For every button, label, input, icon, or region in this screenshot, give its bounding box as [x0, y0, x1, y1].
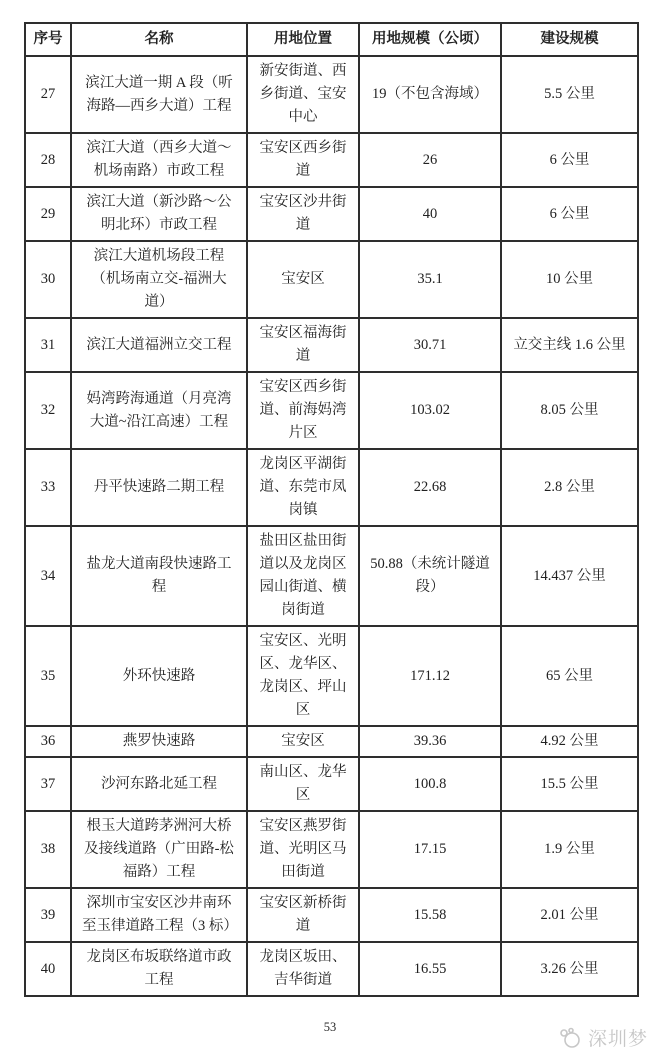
cell-location: 宝安区新桥街道: [247, 888, 359, 942]
table-row: [25, 811, 638, 888]
header-cell-name: 名称: [71, 23, 247, 56]
table-row: [25, 757, 638, 811]
header-row: [25, 23, 638, 56]
cell-no: 28: [25, 133, 71, 187]
cell-name: 外环快速路: [71, 626, 247, 726]
table-row: [25, 626, 638, 726]
cell-area: 171.12: [359, 626, 501, 726]
table-row: [25, 942, 638, 996]
cell-name: 滨江大道（西乡大道～机场南路）市政工程: [71, 133, 247, 187]
watermark-text: 深圳梦: [587, 1029, 648, 1050]
cell-no: 29: [25, 187, 71, 241]
table-row: [25, 888, 638, 942]
cell-name: 滨江大道一期 A 段（听海路—西乡大道）工程: [71, 56, 247, 133]
header-cell-no: 序号: [25, 23, 71, 56]
cell-scale: 10 公里: [501, 241, 638, 318]
cell-scale: 8.05 公里: [501, 372, 638, 449]
cell-name: 丹平快速路二期工程: [71, 449, 247, 526]
cell-scale: 14.437 公里: [501, 526, 638, 626]
cell-no: 36: [25, 726, 71, 757]
cell-area: 17.15: [359, 811, 501, 888]
projects-table: [24, 22, 639, 997]
cell-area: 35.1: [359, 241, 501, 318]
cell-area: 39.36: [359, 726, 501, 757]
cell-no: 30: [25, 241, 71, 318]
cell-location: 宝安区: [247, 241, 359, 318]
cell-name: 妈湾跨海通道（月亮湾大道~沿江高速）工程: [71, 372, 247, 449]
cell-name: 沙河东路北延工程: [71, 757, 247, 811]
cell-scale: 2.01 公里: [501, 888, 638, 942]
cell-no: 33: [25, 449, 71, 526]
cell-no: 38: [25, 811, 71, 888]
cell-scale: 2.8 公里: [501, 449, 638, 526]
cell-location: 宝安区西乡街道: [247, 133, 359, 187]
cell-location: 宝安区: [247, 726, 359, 757]
cell-scale: 3.26 公里: [501, 942, 638, 996]
cell-area: 16.55: [359, 942, 501, 996]
table-row: [25, 187, 638, 241]
cell-name: 盐龙大道南段快速路工程: [71, 526, 247, 626]
cell-area: 50.88（未统计隧道段）: [359, 526, 501, 626]
cell-name: 根玉大道跨茅洲河大桥及接线道路（广田路-松福路）工程: [71, 811, 247, 888]
cell-location: 宝安区燕罗街道、光明区马田街道: [247, 811, 359, 888]
cell-location: 盐田区盐田街道以及龙岗区园山街道、横岗街道: [247, 526, 359, 626]
page-number: 53: [323, 1020, 337, 1034]
table-row: [25, 372, 638, 449]
cell-location: 龙岗区坂田、吉华街道: [247, 942, 359, 996]
cell-name: 深圳市宝安区沙井南环至玉律道路工程（3 标）: [71, 888, 247, 942]
header-cell-location: 用地位置: [247, 23, 359, 56]
shenzhen-dream-logo-icon: [559, 1027, 583, 1049]
cell-no: 39: [25, 888, 71, 942]
cell-scale: 5.5 公里: [501, 56, 638, 133]
table-row: [25, 241, 638, 318]
cell-no: 35: [25, 626, 71, 726]
cell-area: 22.68: [359, 449, 501, 526]
cell-area: 30.71: [359, 318, 501, 372]
table-body: [25, 56, 638, 996]
cell-location: 南山区、龙华区: [247, 757, 359, 811]
cell-no: 27: [25, 56, 71, 133]
cell-area: 15.58: [359, 888, 501, 942]
cell-name: 燕罗快速路: [71, 726, 247, 757]
watermark: [559, 1024, 648, 1051]
cell-area: 19（不包含海域）: [359, 56, 501, 133]
cell-location: 宝安区福海街道: [247, 318, 359, 372]
cell-area: 40: [359, 187, 501, 241]
cell-area: 26: [359, 133, 501, 187]
cell-name: 滨江大道福洲立交工程: [71, 318, 247, 372]
table-row: [25, 726, 638, 757]
cell-location: 宝安区西乡街道、前海妈湾片区: [247, 372, 359, 449]
cell-scale: 65 公里: [501, 626, 638, 726]
cell-location: 龙岗区平湖街道、东莞市凤岗镇: [247, 449, 359, 526]
header-cell-scale: 建设规模: [501, 23, 638, 56]
table-row: [25, 133, 638, 187]
cell-name: 滨江大道机场段工程（机场南立交-福洲大道）: [71, 241, 247, 318]
table-row: [25, 56, 638, 133]
table-row: [25, 526, 638, 626]
header-cell-area: 用地规模（公顷）: [359, 23, 501, 56]
cell-no: 37: [25, 757, 71, 811]
cell-location: 宝安区、光明区、龙华区、龙岗区、坪山区: [247, 626, 359, 726]
cell-no: 32: [25, 372, 71, 449]
table-header: [25, 23, 638, 56]
cell-scale: 6 公里: [501, 187, 638, 241]
table-row: [25, 318, 638, 372]
cell-area: 100.8: [359, 757, 501, 811]
cell-scale: 4.92 公里: [501, 726, 638, 757]
cell-no: 31: [25, 318, 71, 372]
cell-location: 宝安区沙井街道: [247, 187, 359, 241]
cell-scale: 6 公里: [501, 133, 638, 187]
cell-area: 103.02: [359, 372, 501, 449]
cell-scale: 15.5 公里: [501, 757, 638, 811]
cell-no: 34: [25, 526, 71, 626]
cell-scale: 立交主线 1.6 公里: [501, 318, 638, 372]
table-row: [25, 449, 638, 526]
cell-no: 40: [25, 942, 71, 996]
cell-name: 龙岗区布坂联络道市政工程: [71, 942, 247, 996]
cell-location: 新安街道、西乡街道、宝安中心: [247, 56, 359, 133]
cell-name: 滨江大道（新沙路～公明北环）市政工程: [71, 187, 247, 241]
cell-scale: 1.9 公里: [501, 811, 638, 888]
